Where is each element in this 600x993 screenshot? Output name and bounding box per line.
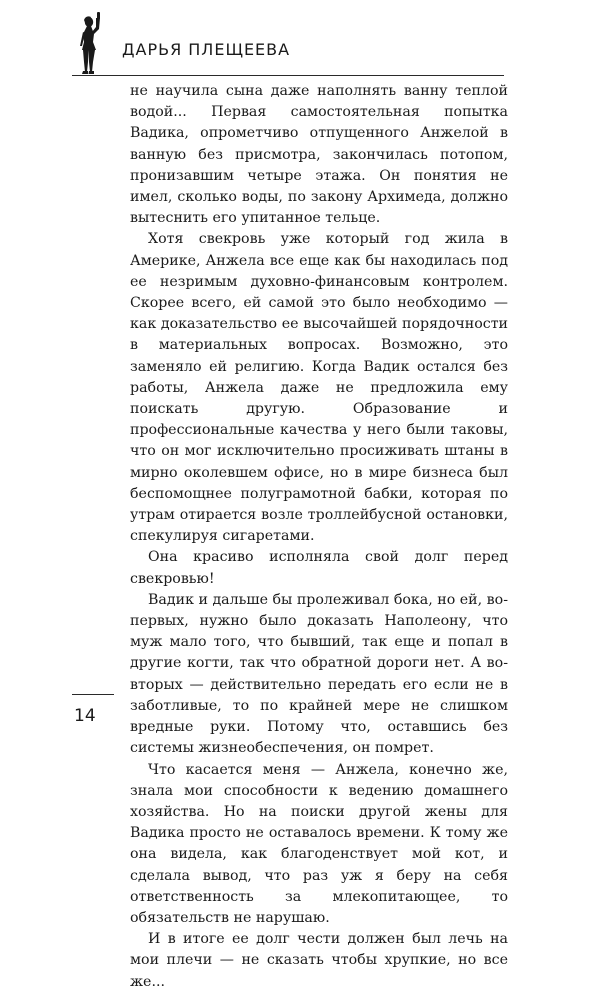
paragraph: Что касается меня — Анжела, конечно же, знала мои способности к ведению домашнего хозяйства. Но на поиски другой жены для Вадика просто не оставалось времени. К тому же она видела, как благоденствует мой кот, и сделала вывод, что раз уж я беру на себя ответственность за млекопитающее, то обязательств не нарушаю.: [130, 761, 508, 926]
woman-silhouette-icon: [72, 12, 112, 74]
paragraph: не научила сына даже наполнять ванну теплой водой... Первая самостоятельная попытка Вадика, опрометчиво отпущенного Анжелой в ванную без присмотра, закончилась потопом, пронизавшим четыре этажа. Он понятия не имел, сколько воды, по закону Архимеда, должно вытеснить его упитанное тельце.: [130, 83, 508, 227]
paragraph: Вадик и дальше бы пролеживал бока, но ей, во-первых, нужно было доказать Наполеону, что муж мало того, что бывший, так еще и попал в другие когти, так что обратной дороги нет. А во-вторых — действительно передать его если не в заботливые, то по крайней мере не слишком вредные руки. Потому что, оставшись без системы жизнеобеспечения, он помрет.: [130, 591, 508, 757]
paragraph: И в итоге ее долг чести должен был лечь на мои плечи — не сказать чтобы хрупкие, но все же...: [130, 931, 508, 990]
running-header: [0, 0, 600, 80]
paragraph: Она красиво исполняла свой долг перед свекровью!: [130, 549, 508, 587]
body-text: [130, 81, 508, 993]
paragraph: Хотя свекровь уже который год жила в Америке, Анжела все еще как бы находилась под ее незримым духовно-финансовым контролем. Скорее всего, ей самой это было необходимо — как доказательство ее высочайшей порядочности в материальных вопросах. Возможно, это заменяло ей религию. Когда Вадик остался без работы, Анжела даже не предложила ему поискать другую. Образование и профессиональные качества у него были таковы, что он мог исключительно просиживать штаны в мирно околевшем офисе, но в мире бизнеса был беспомощнее полуграмотной бабки, которая по утрам отирается возле троллейбусной остановки, спекулируя сигаретами.: [130, 231, 508, 545]
footer-rule: [72, 694, 114, 695]
author-name: ДАРЬЯ ПЛЕЩЕЕВА: [122, 40, 291, 59]
header-rule: [72, 75, 504, 76]
page-number: 14: [74, 706, 96, 726]
